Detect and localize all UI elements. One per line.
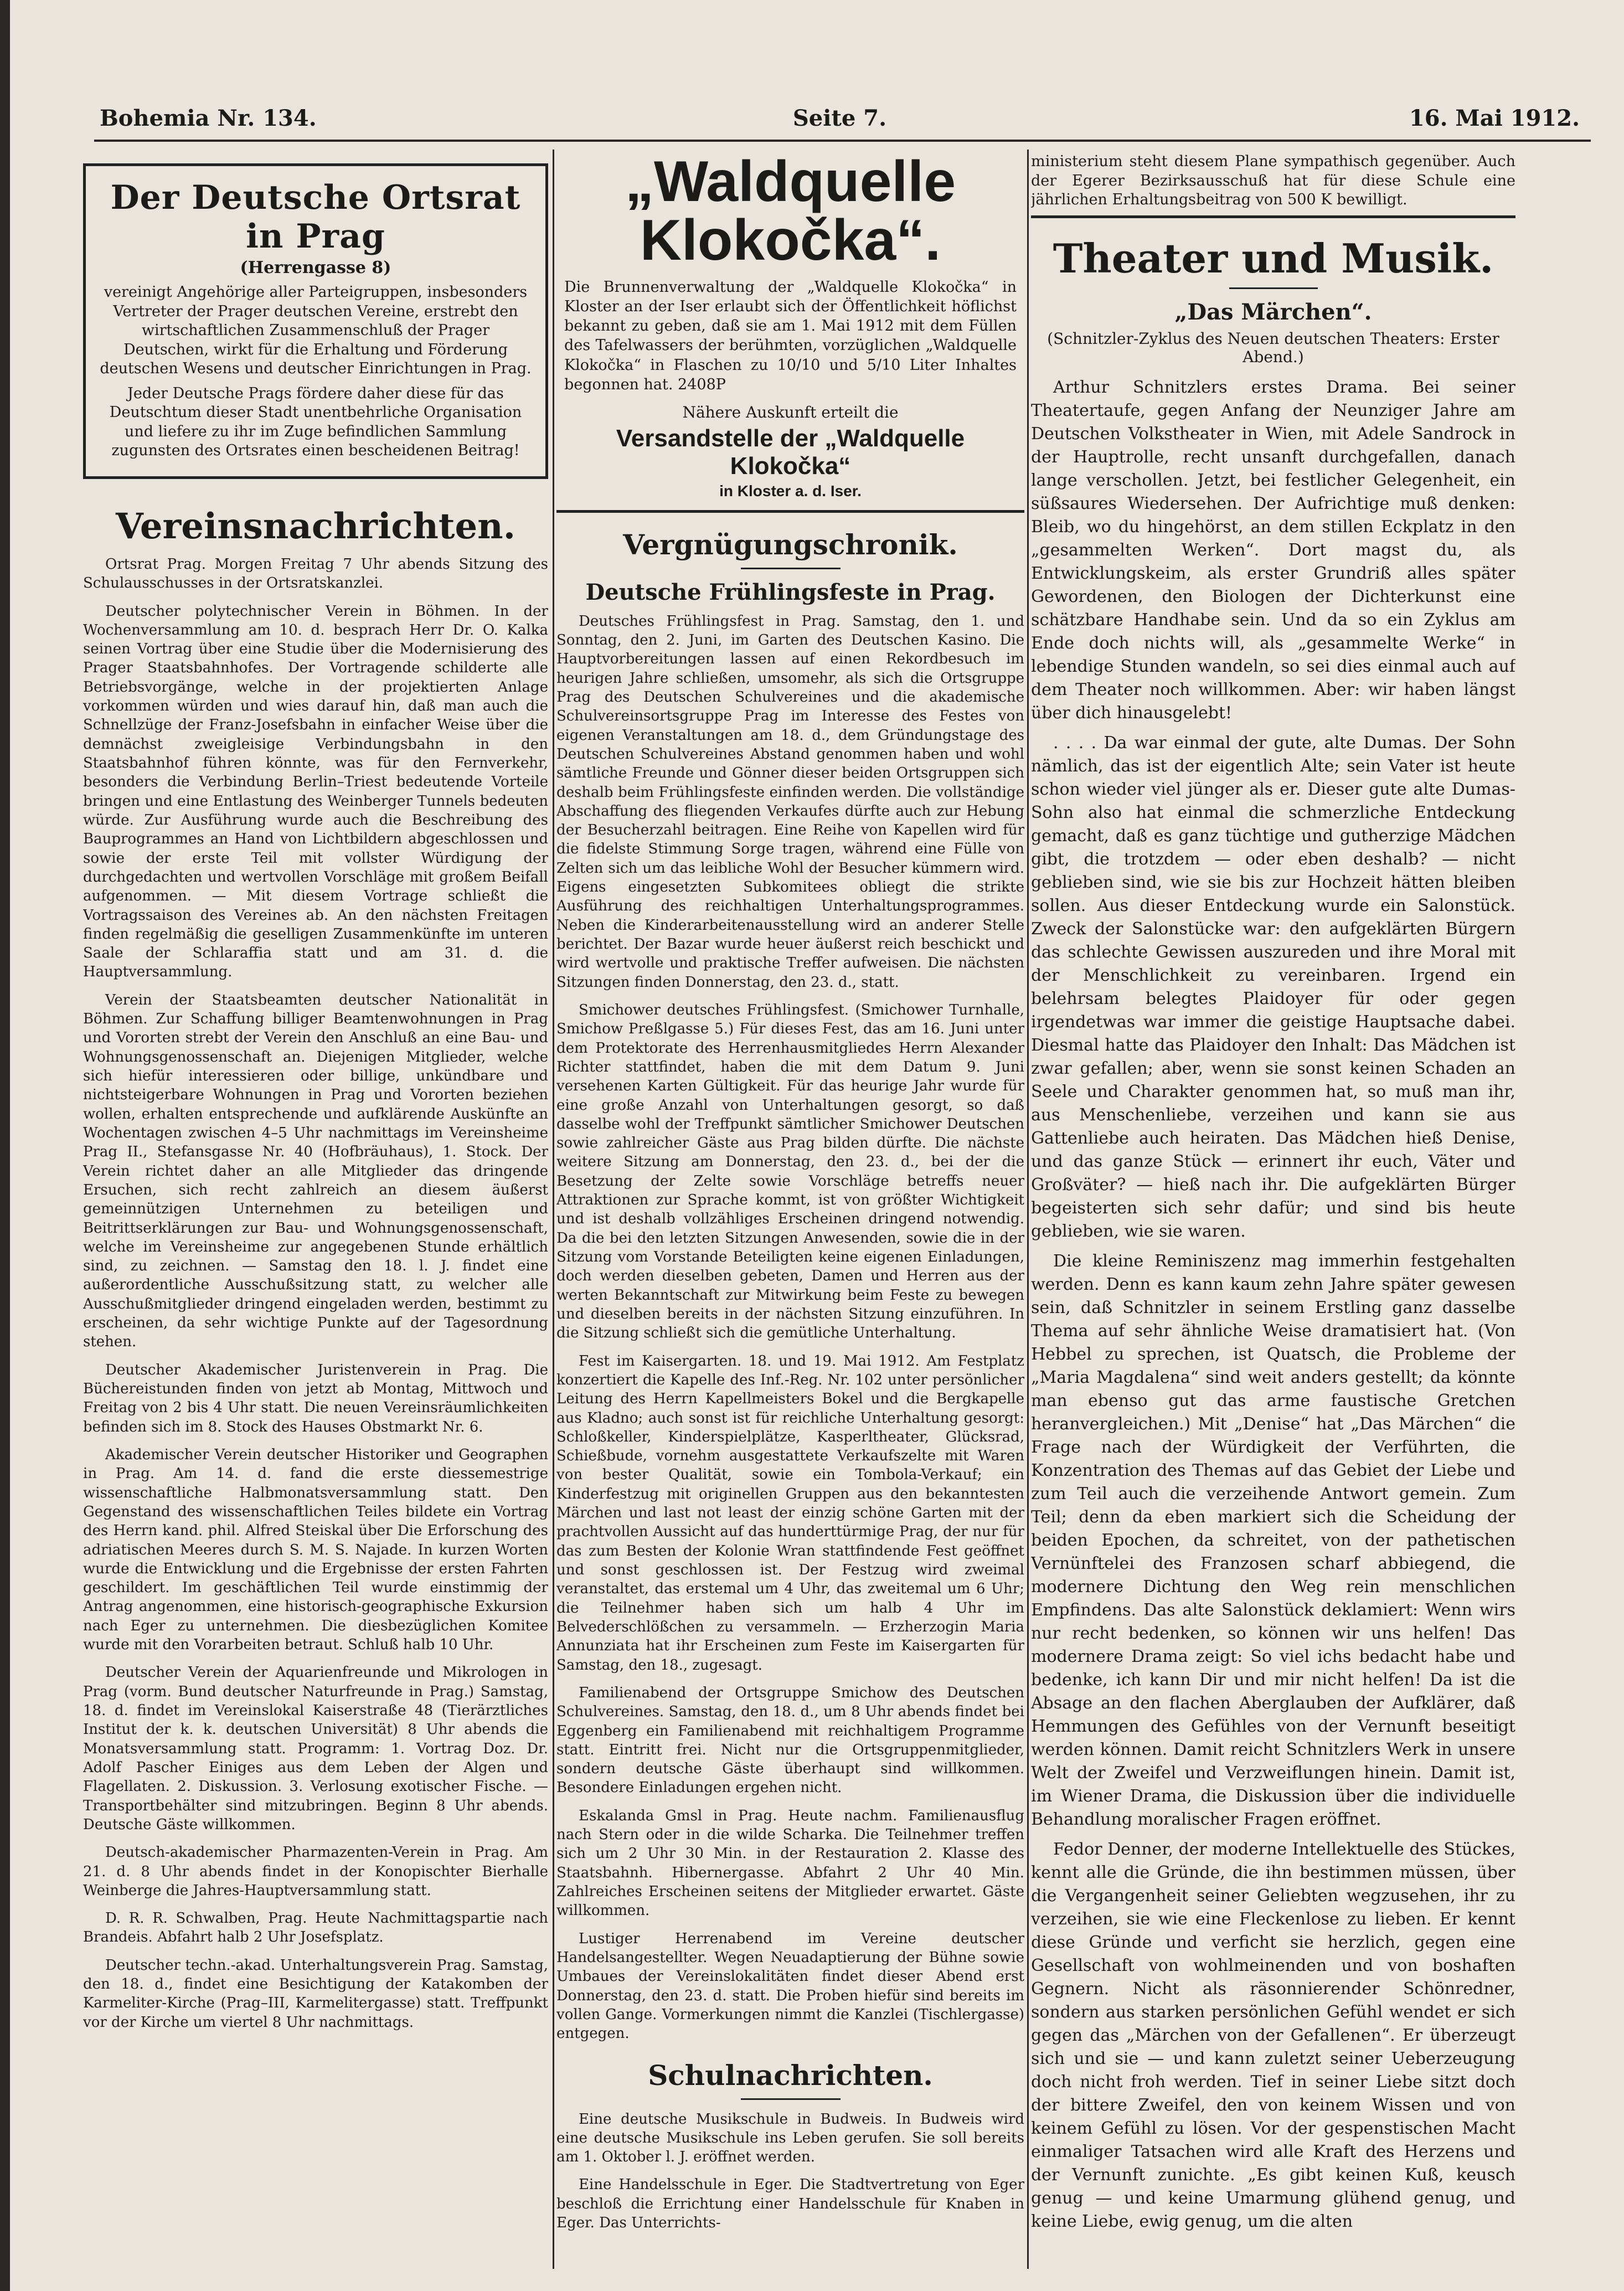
ad-body: Die Brunnenverwaltung der „Waldquelle Klokočka“ in Kloster an der Iser erlaubt sich der Öffentlichkeit höflichst bekannt zu geben, daß sie am 1. Mai 1912 mit dem Füllen des Tafelwassers der berühmten, vorzüglichen „Waldquelle Klokočka“ in Flaschen zu 10/10 und 5/10 Liter Inhaltes begonnen hat. 2408P — [564, 279, 1017, 393]
maerchen-subtitle: (Schnitzler-Zyklus des Neuen deutschen Theaters: Erster Abend.) — [1047, 329, 1499, 366]
ortsrat-paragraph-1: vereinigt Angehörige aller Parteigruppen, insbesonders Vertreter der Prager deutschen Vereine, erstrebt den wirtschaftlichen Zusammenschluß der Prager Deutschen, wirkt für die Erhaltung und Förderung deutschen Wesens und deutscher Einrichtungen in Prag. — [100, 284, 532, 378]
schul-item: Eine Handelsschule in Eger. Die Stadtvertretung von Eger beschloß die Errichtung einer Handelsschule für Knaben in Eger. Das Unterrichts- — [556, 2176, 1024, 2232]
section-rule — [741, 2098, 841, 2100]
header-date: 16. Mai 1912. — [1409, 105, 1580, 131]
chronik-item: Eskalanda Gmsl in Prag. Heute nachm. Familienausflug nach Stern oder in die wilde Scharka. Die Teilnehmer treffen sich um 2 Uhr 30 Min. in der Restauration 2. Klasse des Staatsbahnh. Hibernergasse. Abfahrt 2 Uhr 40 Min. Zahlreiches Erscheinen seitens der Mitglieder erwartet. Gäste willkommen. — [556, 1807, 1024, 1919]
ad-versand: Versandstelle der „Waldquelle Klokočka“ — [616, 424, 965, 480]
ad-location: in Kloster a. d. Iser. — [719, 482, 862, 500]
header-page: Seite 7. — [792, 105, 887, 131]
waldquelle-advertisement — [556, 152, 1024, 513]
ortsrat-paragraph-2: Jeder Deutsche Prags fördere daher diese für das Deutschtum dieser Stadt unentbehrliche Organisation und liefere zu ihr im Zuge befindlichen Sammlung zugunsten des Ortsrates einen bescheidenen Beitrag! — [109, 384, 522, 460]
maerchen-title: „Das Märchen“. — [1174, 298, 1372, 325]
section-rule — [1229, 287, 1318, 289]
chronik-item: Familienabend der Ortsgruppe Smichow des Deutschen Schulvereines. Samstag, den 18. d., um 8 Uhr abends findet bei Eggenberg ein Familienabend mit reichhaltigem Programme statt. Eintritt frei. Nicht nur die Ortsgruppenmitglieder, sondern deutsche Gäste überhaupt sind willkommen. Besondere Einladungen ergehen nicht. — [556, 1684, 1024, 1796]
verein-item: Deutsch-akademischer Pharmazenten-Verein in Prag. Am 21. d. 8 Uhr abends findet in der Konopischter Bierhalle Weinberge die Jahres-Hauptversammlung statt. — [83, 1844, 548, 1899]
chronik-item: Smichower deutsches Frühlingsfest. (Smichower Turnhalle, Smichow Preßlgasse 5.) Für dieses Fest, das am 16. Juni unter dem Protektorate des Herrenhausmitgliedes Herrn Alexander Richter stattfindet, haben die mit dem Datum 9. Juni versehenen Karten Gültigkeit. Für das heurige Jahr wurde für eine große Anzahl von Unterhaltungen gesorgt, so daß dasselbe wohl der Treffpunkt sämtlicher Smichower Deutschen sowie zahlreicher Gäste aus Prag bilden dürfte. Die nächste weitere Sitzung am Donnerstag, den 23. d., bei der die Besetzung der Zelte sowie Vorschläge betreffs neuer Attraktionen zur Sprache kommt, ist von größter Wichtigkeit und ist deshalb vollzähliges Erscheinen dringend notwendig. Da die bei den letzten Sitzungen Anwesenden, sowie die in der Sitzung vom Vorstande Beteiligten keine eigenen Einladungen, doch werden dieselben gebeten, Damen und Herren aus der werten Bekanntschaft zur Mitwirkung beim Feste zu bewegen und dieselben bereits in der nächsten Sitzung einzuführen. In die Sitzung schließt sich die gemütliche Unterhaltung. — [556, 1001, 1024, 1342]
review-paragraph: Die kleine Reminiszenz mag immerhin festgehalten werden. Denn es kann kaum zehn Jahre später gewesen sein, daß Schnitzler in seinem Erstling ganz dasselbe Thema auf sehr ähnliche Weise dramatisiert hat. (Von Hebbel zu sprechen, ist Quatsch, die Probleme der „Maria Magdalena“ sind weit anders gestellt; da könnte man ebenso gut das arme faustische Gretchen heranvergleichen.) Mit „Denise“ hat „Das Märchen“ die Frage nach der Würdigkeit der Verführten, die Konzentration des Themas auf das Gebiet der Liebe und zum Teil auch die verzeihende Antwort gemein. Zum Teil; denn da eben markiert sich die Scheidung der beiden Epochen, da schreitet, von der pathetischen Vernünftelei des Franzosen scharf abbiegend, die modernere Dichtung den Weg rein menschlichen Empfindens. Das alte Salonstück deklamiert: Wenn wirs nur recht bedenken, so können wir uns helfen! Das modernere Drama zeigt: So viel ichs bedacht habe und bedenke, ich kann Dir und mir nicht helfen! Da ist die Absage an den flachen Aberglauben der Aufklärer, daß Hemmungen des Gefühles von der Vernunft beseitigt werden können. Damit reicht Schnitzlers Werk in unsere Welt der Zweifel und Verzweiflungen hinein. Damit ist, im Wiener Drama, die Diskussion über die individuelle Behandlung moralischer Fragen eröffnet. — [1031, 1251, 1515, 1829]
ortsrat-subtitle: (Herrengasse 8) — [240, 258, 391, 277]
review-paragraph: Fedor Denner, der moderne Intellektuelle des Stückes, kennt alle die Gründe, die ihn bestimmen müssen, über die Vergangenheit seiner Geliebten wegzusehen, ihr zu verzeihen, sie wie eine Fleckenlose zu lieben. Er kennt diese Gründe und verficht sie herzlich, gegen eine Gesellschaft von wohlmeinenden und von boshaften Gegnern. Nicht als räsonnierender Schönredner, sondern aus starken persönlichen Gefühl wendet er sich gegen das „Märchen von der Gefallenen“. Er überzeugt sich und sie — und kann zuletzt seiner Ueberzeugung doch nicht froh werden. Tief in seiner Liebe sitzt doch der bittere Zweifel, den von keinem Wissen und von keinem Gefühl zu lösen. Vor der gespenstischen Macht einmaliger Tatsachen wird alle Kraft des Herzens und der Vernunft zunichte. „Es gibt keinen Kuß, keusch genug — und keine Umarmung glühend genug, und keine Liebe, ewig genug, um die alten — [1031, 1839, 1515, 2231]
column-rule-2 — [1027, 150, 1029, 2269]
running-header — [100, 105, 1580, 138]
column-rule-1 — [553, 150, 554, 2269]
ad-info-line: Nähere Auskunft erteilt die — [682, 403, 899, 421]
section-rule — [1031, 215, 1515, 218]
ad-title-line-1: „Waldquelle — [625, 152, 956, 214]
ad-title-line-2: Klokočka“. — [640, 208, 941, 273]
fruehlingsfeste-heading: Deutsche Frühlingsfeste in Prag. — [585, 579, 996, 605]
review-paragraph: . . . . Da war einmal der gute, alte Dumas. Der Sohn nämlich, das ist der eigentlich Alte; sein Vater ist heute schon wieder viel jünger als er. Dieser gute alte Dumas-Sohn also hat einmal die schmerzliche Entdeckung gemacht, daß es ganz tüchtige und gutherzige Mädchen gibt, die trotzdem — oder eben deshalb? — nicht geblieben sind, wie sie bis zur Hochzeit hätten bleiben sollen. Aus dieser Entdeckung wurde ein Salonstück. Zweck der Salonstücke war: den aufgeklärten Bürgern das schlechte Gewissen auszureden und ihre Moral mit der Menschlichkeit zu vereinbaren. Irgend ein belehrsam belegtes Plaidoyer für oder gegen irgendetwas war immer die geistige Hauptsache dabei. Diesmal hatte das Plaidoyer den Inhalt: Das Mädchen ist zwar gefallen; aber, wenn sie sonst keinen Schaden an Seele und Charakter genommen hat, so muß man ihr, aus Menschenliebe, verzeihen und kann sie aus Gattenliebe auch heiraten. Das Mädchen hieß Denise, und das ganze Stück — erinnert ihr euch, Väter und Großväter? — hieß nach ihr. Die aufgeklärten Bürger begeisterten sich sehr dafür; und sind bis heute geblieben, wie sie waren. — [1031, 733, 1515, 1241]
ortsrat-notice — [83, 163, 548, 479]
ad-rule — [556, 510, 1024, 513]
theater-musik-heading: Theater und Musik. — [1053, 234, 1494, 282]
header-rule — [94, 140, 1591, 142]
column-right — [1031, 152, 1515, 2269]
column-middle — [556, 152, 1024, 2269]
schul-item: Eine deutsche Musikschule in Budweis. In Budweis wird eine deutsche Musikschule ins Leben gerufen. Sie soll bereits am 1. Oktober l. J. eröffnet werden. — [556, 2110, 1024, 2166]
chronik-item: Lustiger Herrenabend im Vereine deutscher Handelsangestellter. Wegen Neuadaptierung der Bühne sowie Umbaues der Vereinslokalitäten findet dieser Abend erst Donnerstag, den 23. d. statt. Die Proben hiefür sind bereits im vollen Gange. Vormerkungen nimmt die Kanzlei (Tischlergasse) entgegen. — [556, 1930, 1024, 2042]
verein-item: Deutscher Akademischer Juristenverein in Prag. Die Büchereistunden finden von jetzt ab Montag, Mittwoch und Freitag von 2 bis 4 Uhr statt. Die neuen Vereinsräumlichkeiten befinden sich im 8. Stock des Hauses Obstmarkt Nr. 6. — [83, 1361, 548, 1435]
verein-item: Ortsrat Prag. Morgen Freitag 7 Uhr abends Sitzung des Schulausschusses in der Ortsratskanzlei. — [83, 555, 548, 592]
verein-item: Deutscher Verein der Aquarienfreunde und Mikrologen in Prag (vorm. Bund deutscher Naturfreunde in Prag.) Samstag, 18. d. findet im Vereinslokal Kaiserstraße 48 (Tierärztliches Institut der k. k. deutschen Universität) 8 Uhr abends die Monatsversammlung statt. Programm: 1. Vortrag Doz. Dr. Adolf Pascher Einiges aus dem Leben der Algen und Flagellaten. 2. Diskussion. 3. Verlosung exotischer Fische. — Transportbehälter sind mitzubringen. Beginn 8 Uhr abends. Deutsche Gäste willkommen. — [83, 1664, 548, 1833]
verein-item: Deutscher polytechnischer Verein in Böhmen. In der Wochenversammlung am 10. d. besprach Herr Dr. O. Kalka seinen Vortrag über eine Studie über die Modernisierung des Prager Staatsbahnhofes. Der Vortragende schilderte alle Betriebsvorgänge, welche in der projektierten Anlage vorkommen würden und wies darauf hin, daß man auch die Schnellzüge der Franz-Josefsbahn in einfacher Weise über die demnächst zweigleisige Verbindungsbahn in den Staatsbahnhof führen könnte, was für den Fernverkehr, besonders die Verbindung Berlin–Triest bedeutende Vorteile bringen und eine Entlastung des Weinberger Tunnels bedeuten würde. Zur Ausführung wurde auch die Beschreibung des Bauprogrammes an Hand von Lichtbildern abgeschlossen und sowie der erste Teil mit vollster Würdigung der durchgedachten und wertvollen Vorschläge mit großem Beifall aufgenommen. — Mit diesem Vortrage schließt die Vortragssaison des Vereines ab. An den nächsten Freitagen finden regelmäßig die geselligen Zusammenkünfte im unteren Saale der Schlaraffia statt und am 31. d. die Hauptversammlung. — [83, 603, 548, 981]
verein-item: Verein der Staatsbeamten deutscher Nationalität in Böhmen. Zur Schaffung billiger Beamtenwohnungen in Prag und Vororten strebt der Verein den Anschluß an eine Bau- und Wohnungsgenossenschaft an. Diejenigen Mitglieder, welche sich hiefür interessieren oder billige, unkündbare und nichtsteigerbare Wohnungen in Prag und Vororten beziehen wollen, erhalten entsprechende und aufklärende Auskünfte an Wochentagen zwischen 4–5 Uhr nachmittags im Vereinsheime Prag II., Stefansgasse Nr. 40 (Hofbräuhaus), 1. Stock. Der Verein richtet daher an alle Mitglieder das dringende Ersuchen, sich recht zahlreich an diesem äußerst gemeinnützigen Unternehmen zu beteiligen und Beitrittserklärungen zur Bau- und Wohnungsgenossenschaft, welche im Vereinsheime zur angegebenen Stunde erhältlich sind, zu zeichnen. — Samstag den 18. l. J. findet eine außerordentliche Ausschußsitzung statt, zu welcher alle Ausschußmitglieder dringend eingeladen werden, bestimmt zu erscheinen, da sehr wichtige Punkte auf der Tagesordnung stehen. — [83, 991, 548, 1351]
chronik-item: Deutsches Frühlingsfest in Prag. Samstag, den 1. und Sonntag, den 2. Juni, im Garten des Deutschen Kasino. Die Hauptvorbereitungen lassen auf einen Rekordbesuch im heurigen Jahre schließen, umsomehr, als sich die Ortsgruppe Prag des Deutschen Schulvereines und die akademische Schulvereinsortsgruppe Prag im Interesse des Festes von eigenen Veranstaltungen am 18. d., dem Gründungstage des Deutschen Schulvereines Abstand genommen haben und wohl sämtliche Freunde und Gönner dieser beiden Ortsgruppen sich deshalb beim Frühlingsfeste einfinden werden. Die vollständige Abschaffung des fliegenden Verkaufes dürfte auch zur Hebung der Besucherzahl beitragen. Eine Reihe von Kapellen wird für die fidelste Stimmung Sorge tragen, während eine Fülle von Zelten sich um das leibliche Wohl der Besucher kümmern wird. Eigens eingesetzten Subkomitees obliegt die strikte Ausführung des reichhaltigen Unterhaltungsprogrammes. Neben die Kinderarbeitenausstellung wird an anderer Stelle berichtet. Der Bazar wurde heuer äußerst reich beschickt und wird wertvolle und praktische Treffer aufweisen. Die nächsten Sitzungen finden Donnerstag, den 23. d., statt. — [556, 612, 1024, 991]
page-binding-edge — [0, 0, 10, 2291]
ortsrat-title: Der Deutsche Ortsrat in Prag — [110, 178, 521, 256]
schulnachrichten-heading: Schulnachrichten. — [648, 2058, 933, 2092]
verein-item: Akademischer Verein deutscher Historiker und Geographen in Prag. Am 14. d. fand die erste diessemestrige wissenschaftliche Halbmonatsversammlung statt. Den Gegenstand des wissenschaftlichen Teiles bildete ein Vortrag des Herrn kand. phil. Alfred Steiskal über Die Erforschung des adriatischen Meeres durch S. M. S. Najade. In kurzen Worten wurde die Entwicklung und die Ergebnisse der ersten Fahrten geschildert. Im geschäftlichen Teil wurde einstimmig der Antrag angenommen, eine historisch-geographische Exkursion nach Eger zu unternehmen. Die diesbezüglichen Komitee wurde mit den Vorarbeiten betraut. Schluß halb 10 Uhr. — [83, 1446, 548, 1654]
review-paragraph: Arthur Schnitzlers erstes Drama. Bei seiner Theatertaufe, gegen Anfang der Neunziger Jahre am Deutschen Volkstheater in Wien, mit Adele Sandrock in der Hauptrolle, recht unsanft durchgefallen, danach lange verschollen. Jetzt, bei festlicher Gelegenheit, ein süßsaures Wiedersehen. Der Aufrichtige muß denken: Bleib, wo du hingehörst, an dem stillen Eckplatz in den „gesammelten Werken“. Dort magst du, als Entwicklungskeim, als erster Grundriß alles später Gewordenen, den Biologen der Dichterkunst eine schätzbare Handhabe sein. Und da so ein Zyklus am Ende doch nichts will, als „gesammelte Werke“ in lebendige Stunden wandeln, so sei dies einmal auch auf dem Theater noch willkommen. Aber: wir haben längst über dich hinausgelebt! — [1031, 377, 1515, 723]
vereinsnachrichten-heading: Vereinsnachrichten. — [116, 505, 515, 547]
continued-text: ministerium steht diesem Plane sympathisch gegenüber. Auch der Egerer Bezirksausschuß hat für diese Schule eine jährlichen Erhaltungsbeitrag von 500 K bewilligt. — [1031, 153, 1515, 209]
column-left — [83, 152, 548, 2269]
header-issue: Bohemia Nr. 134. — [100, 105, 317, 131]
verein-item: Deutscher techn.-akad. Unterhaltungsverein Prag. Samstag, den 18. d., findet eine Besichtigung der Katakomben der Karmeliter-Kirche (Prag–III, Karmelitergasse) statt. Treffpunkt vor der Kirche um viertel 8 Uhr nachmittags. — [83, 1957, 548, 2031]
vergnuegungschronik-heading: Vergnügungschronik. — [623, 528, 958, 561]
section-rule — [741, 568, 841, 569]
verein-item: D. R. R. Schwalben, Prag. Heute Nachmittagspartie nach Brandeis. Abfahrt halb 2 Uhr Josefsplatz. — [83, 1910, 548, 1946]
chronik-item: Fest im Kaisergarten. 18. und 19. Mai 1912. Am Festplatz konzertiert die Kapelle des Inf.-Reg. Nr. 102 unter persönlicher Leitung des Herrn Kapellmeisters Bokel und die Bergkapelle aus Kladno; auch sonst ist für reichliche Unterhaltung gesorgt: Schloßkeller, Kinderspielplätze, Kasperltheater, Glücksrad, Schießbude, vornehm ausgestattete Verkaufszelte mit Waren von bester Qualität, sowie ein Tombola-Verkauf; ein Kinderfestzug mit originellen Gruppen aus den bekanntesten Märchen und last not least der einzig schöne Garten mit der prachtvollen Aussicht auf das hunderttürmige Prag, der nur für das zum Besten der Kolonie Wran stattfindende Fest geöffnet und sonst geschlossen ist. Der Festzug wird zweimal veranstaltet, das erstemal um 4 Uhr, das zweitemal um 6 Uhr; die Teilnehmer haben sich um halb 4 Uhr im Belvederschlößchen zu versammeln. — Erzherzogin Maria Annunziata hat ihr Erscheinen zum Feste im Kaisergarten für Samstag, den 18., zugesagt. — [556, 1352, 1024, 1674]
